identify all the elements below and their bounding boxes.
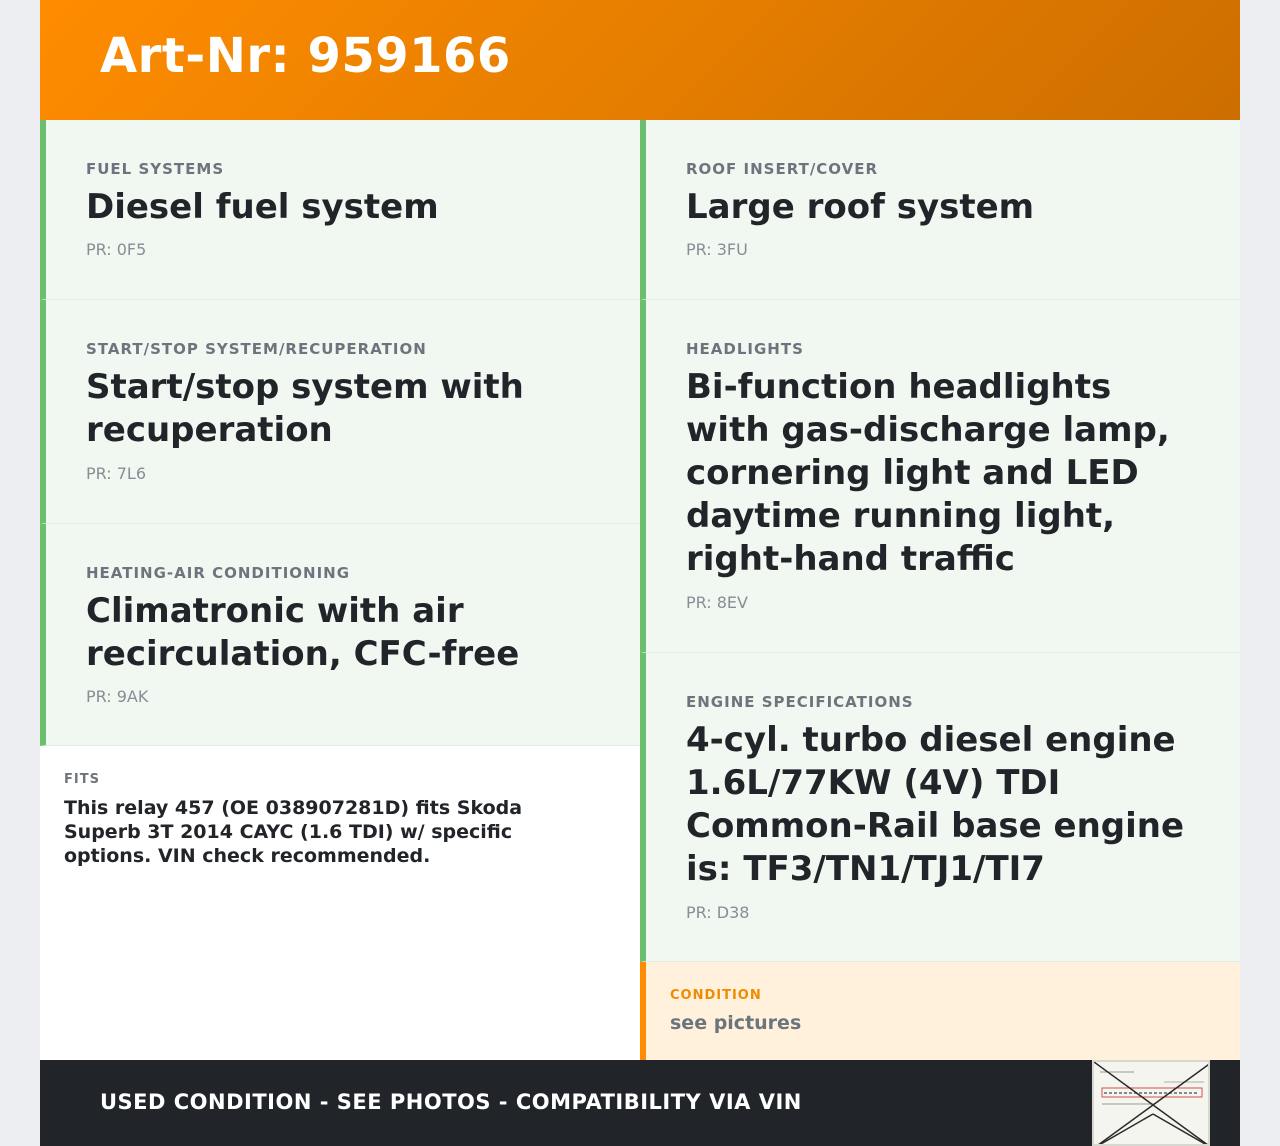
option-pr-code: PR: D38 xyxy=(686,903,750,922)
option-pr-code: PR: 0F5 xyxy=(86,240,147,259)
option-category: HEADLIGHTS xyxy=(686,340,804,358)
thumbnail-graphic xyxy=(1094,1062,1210,1146)
footer-text: USED CONDITION - SEE PHOTOS - COMPATIBILITY VIA VIN xyxy=(100,1090,802,1114)
option-card-heating-ac xyxy=(40,524,640,746)
option-pr-code: PR: 3FU xyxy=(686,240,748,259)
option-category: HEATING-AIR CONDITIONING xyxy=(86,564,351,582)
condition-section xyxy=(640,962,1240,1060)
header-banner xyxy=(40,0,1240,120)
option-category: FUEL SYSTEMS xyxy=(86,160,225,178)
option-title: 4-cyl. turbo diesel engine 1.6L/77KW (4V) TDI Common-Rail base engine is: TF3/TN1/TJ1/TI7 xyxy=(686,720,1185,889)
option-title: Start/stop system with recuperation xyxy=(86,367,524,450)
option-title: Diesel fuel system xyxy=(86,187,439,227)
fits-description: This relay 457 (OE 038907281D) fits Skoda Superb 3T 2014 CAYC (1.6 TDI) w/ specific options. VIN check recommended. xyxy=(64,797,523,867)
option-title: Climatronic with air recirculation, CFC-free xyxy=(86,591,520,674)
fits-label: FITS xyxy=(64,772,100,787)
option-category: ROOF INSERT/COVER xyxy=(686,160,879,178)
option-pr-code: PR: 8EV xyxy=(686,593,748,612)
option-card-fuel-systems xyxy=(40,120,640,300)
option-title: Large roof system xyxy=(686,187,1035,227)
footer-banner xyxy=(40,1060,1240,1146)
option-card-headlights xyxy=(640,300,1240,653)
option-category: START/STOP SYSTEM/RECUPERATION xyxy=(86,340,427,358)
option-pr-code: PR: 7L6 xyxy=(86,464,147,483)
article-number-title: Art-Nr: 959166 xyxy=(100,28,511,84)
option-title: Bi-function headlights with gas-discharge lamp, cornering light and LED daytime running light, right-hand traffic xyxy=(686,367,1170,579)
option-card-roof xyxy=(640,120,1240,300)
condition-value: see pictures xyxy=(670,1012,802,1034)
document-photo-thumbnail-icon[interactable] xyxy=(1092,1060,1210,1146)
option-card-start-stop xyxy=(40,300,640,524)
condition-label: CONDITION xyxy=(670,988,762,1003)
fits-section xyxy=(40,746,640,1060)
option-card-engine xyxy=(640,653,1240,962)
listing-page xyxy=(40,0,1240,1146)
option-pr-code: PR: 9AK xyxy=(86,687,149,706)
option-category: ENGINE SPECIFICATIONS xyxy=(686,693,914,711)
